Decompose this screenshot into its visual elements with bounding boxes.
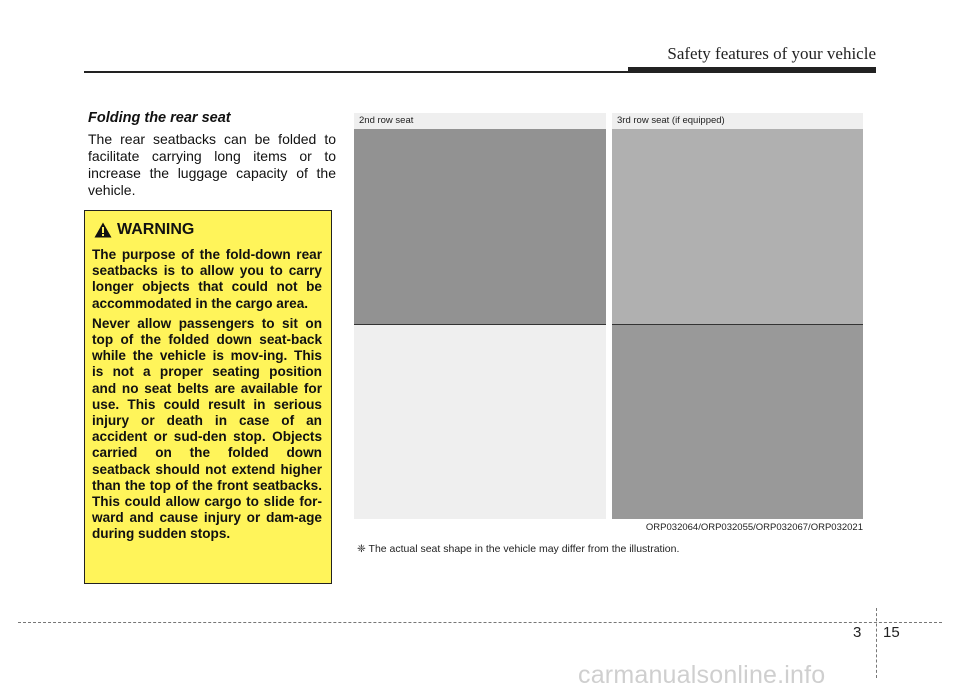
intro-paragraph: The rear seatbacks can be folded to facilitate carrying long items or to increase the luggage capacity of the vehicle.: [88, 131, 336, 198]
header-rule-accent: [628, 67, 876, 73]
warning-paragraph: The purpose of the fold-down rear seatbacks is to allow you to carry longer objects that could not be accommodated in the cargo area.: [92, 247, 322, 311]
chapter-number: 3: [853, 624, 862, 641]
footer-rule: [18, 622, 942, 623]
warning-title-row: [92, 221, 322, 239]
figure-label-2nd-row: 2nd row seat: [359, 115, 414, 126]
figure-note: ❈ The actual seat shape in the vehicle may differ from the illustration.: [357, 543, 680, 555]
warning-title: WARNING: [117, 221, 195, 238]
figure-label-3rd-row: 3rd row seat (if equipped): [617, 115, 725, 126]
footer-divider: [876, 608, 877, 678]
section-heading: Folding the rear seat: [88, 110, 231, 126]
warning-triangle-icon: [94, 222, 112, 238]
figure-panel-2nd-row: [354, 113, 606, 519]
figure-code: ORP032064/ORP032055/ORP032067/ORP032021: [645, 522, 863, 533]
seat-illustration-3rd-row-lower: [612, 325, 863, 519]
seat-figure: [354, 113, 863, 519]
page-number: 15: [883, 624, 900, 641]
running-header-title: Safety features of your vehicle: [667, 44, 876, 63]
seat-illustration-2nd-row: [354, 129, 606, 325]
figure-panel-3rd-row: [612, 113, 863, 519]
warning-paragraph: Never allow passengers to sit on top of the folded down seat-back while the vehicle is mov-ing. This is not a proper seating position and no seat belts are available for use. This could result in serious injury or death in case of an accident or sud-den stop. Objects carried on the folded down seatback should not extend higher than the top of the front seatbacks. This could allow cargo to slide for-ward and cause injury or dam-age during sudden stops.: [92, 315, 322, 542]
watermark: carmanualsonline.info: [578, 661, 826, 689]
seat-illustration-3rd-row-upper: [612, 129, 863, 325]
warning-box: [84, 210, 332, 584]
